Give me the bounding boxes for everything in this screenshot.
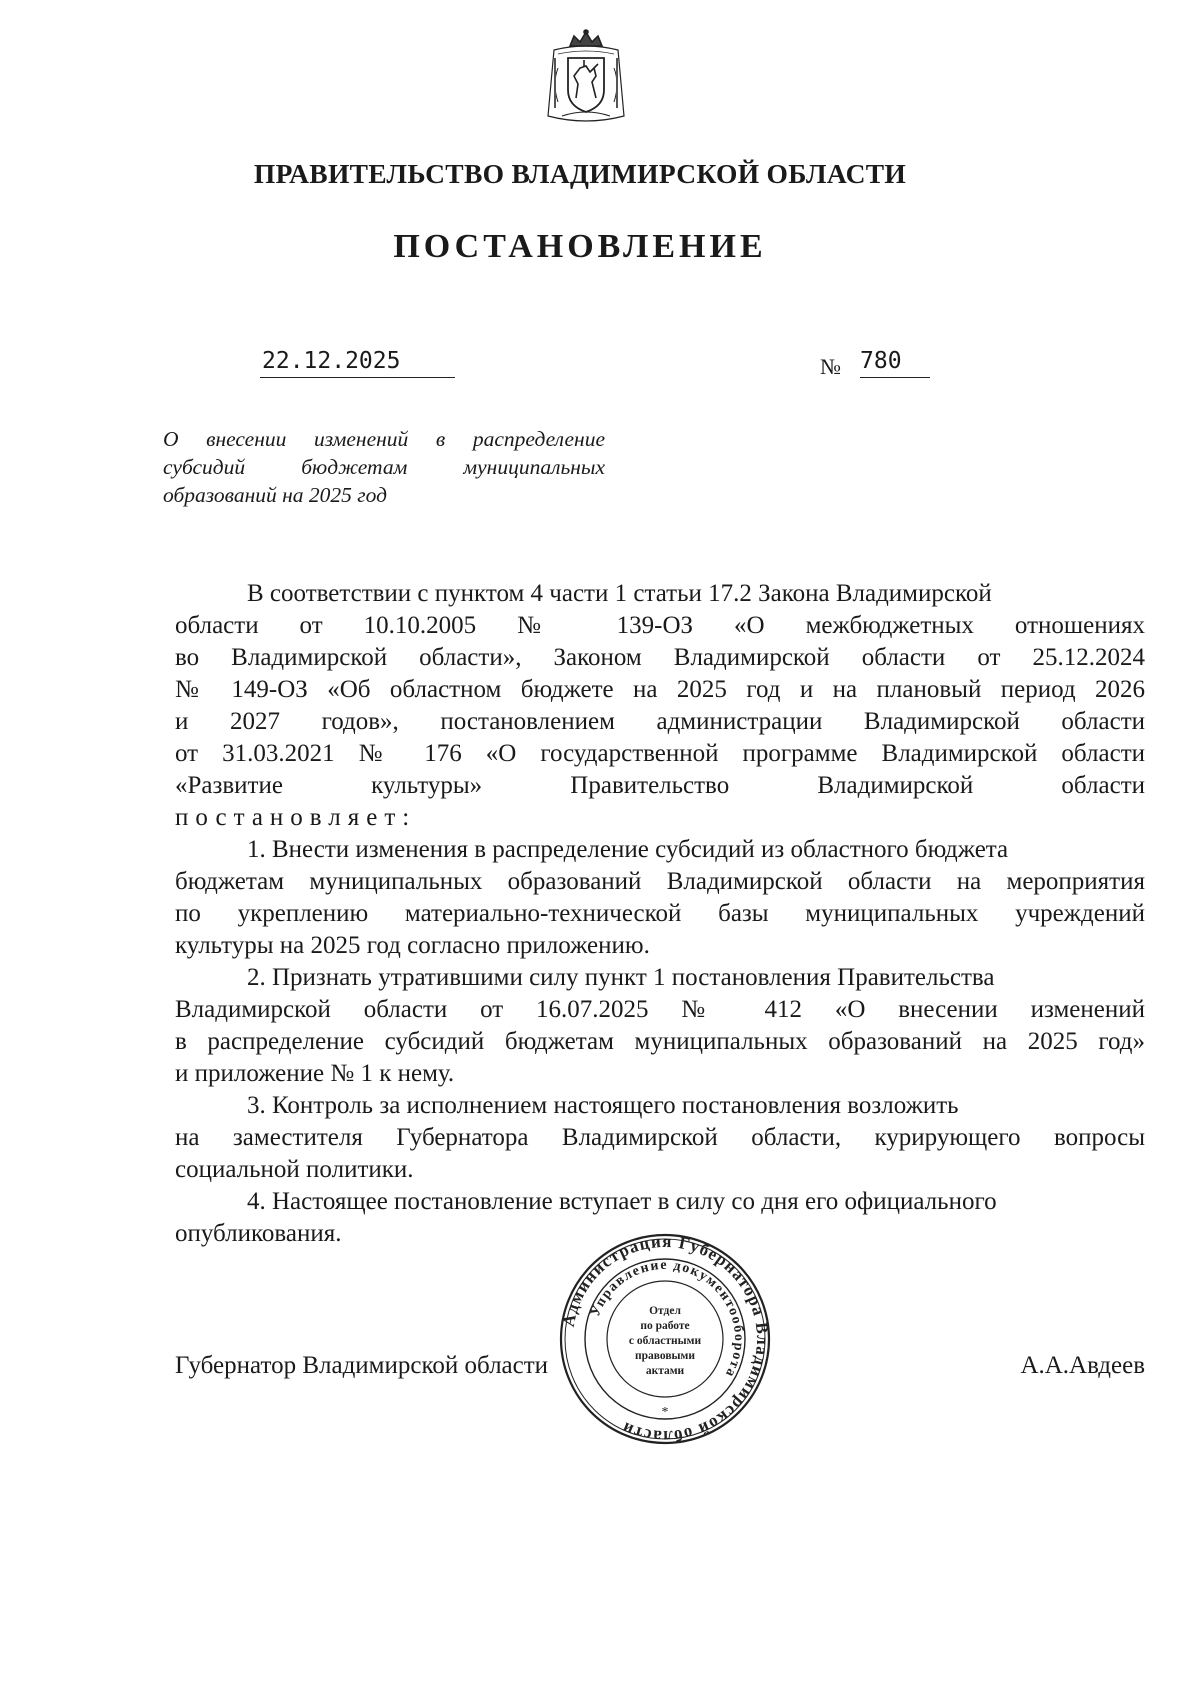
document-body	[175, 578, 1145, 1250]
subject-line: образований на 2025 год	[163, 483, 388, 507]
official-stamp	[556, 1230, 774, 1448]
body-line: на заместителя Губернатора Владимирской области, курирующего вопросы	[175, 1124, 1145, 1151]
coat-of-arms-emblem	[540, 28, 632, 128]
body-line: культуры на 2025 год согласно приложению.	[175, 932, 650, 959]
document-type-title: ПОСТАНОВЛЕНИЕ	[393, 228, 767, 265]
stamp-center-line: с областными	[628, 1335, 702, 1347]
stamp-center-line: актами	[645, 1365, 685, 1377]
stamp-center-line: по работе	[640, 1320, 690, 1332]
body-line: В соответствии с пунктом 4 части 1 статьи 17.2 Закона Владимирской	[247, 580, 992, 607]
body-line: по укреплению материально-технической базы муниципальных учреждений	[175, 900, 1145, 927]
body-line: 4. Настоящее постановление вступает в силу со дня его официального	[247, 1188, 997, 1215]
document-date	[260, 348, 455, 378]
body-line: области от 10.10.2005 № 139-ОЗ «О межбюджетных отношениях	[175, 612, 1145, 639]
body-line: во Владимирской области», Законом Владимирской области от 25.12.2024	[175, 644, 1145, 671]
government-title: ПРАВИТЕЛЬСТВО ВЛАДИМИРСКОЙ ОБЛАСТИ	[253, 158, 907, 189]
stamp-outer-text: Администрация Губернатора Владимирской области	[558, 1231, 773, 1447]
body-line: и 2027 годов», постановлением администрации Владимирской области	[175, 708, 1145, 735]
body-line: и приложение № 1 к нему.	[175, 1060, 455, 1087]
svg-text:*: *	[661, 1405, 669, 1420]
body-line: «Развитие культуры» Правительство Владимирской области	[175, 772, 1145, 799]
body-line: 1. Внести изменения в распределение субсидий из областного бюджета	[247, 836, 1009, 863]
body-line: социальной политики.	[175, 1156, 414, 1183]
body-line: № 149-ОЗ «Об областном бюджете на 2025 год и на плановый период 2026	[175, 676, 1145, 703]
signatory-position: Губернатор Владимирской области	[175, 1352, 549, 1379]
stamp-center-line: Отдел	[649, 1305, 681, 1317]
body-line: 3. Контроль за исполнением настоящего постановления возложить	[247, 1092, 959, 1119]
signatory-name: А.А.Авдеев	[1020, 1352, 1145, 1379]
body-line: опубликования.	[175, 1220, 342, 1247]
body-line: постановляет:	[175, 804, 417, 831]
subject-line: субсидий бюджетам муниципальных	[163, 455, 605, 479]
body-line: Владимирской области от 16.07.2025 № 412 «О внесении изменений	[175, 996, 1145, 1023]
body-line: в распределение субсидий бюджетам муниципальных образований на 2025 год»	[175, 1028, 1145, 1055]
document-subject	[163, 425, 605, 509]
stamp-center-line: правовыми	[634, 1350, 696, 1362]
body-line: бюджетам муниципальных образований Владимирской области на мероприятия	[175, 868, 1145, 895]
date-value: 22.12.2025	[262, 348, 401, 374]
body-line: от 31.03.2021 № 176 «О государственной программе Владимирской области	[175, 740, 1145, 767]
body-line: 2. Признать утратившими силу пункт 1 постановления Правительства	[247, 964, 995, 991]
stamp-ring-text: Управление документооборота	[588, 1257, 747, 1381]
subject-line: О внесении изменений в распределение	[163, 427, 605, 451]
number-value: 780	[860, 348, 930, 378]
number-sign: №	[820, 354, 841, 379]
